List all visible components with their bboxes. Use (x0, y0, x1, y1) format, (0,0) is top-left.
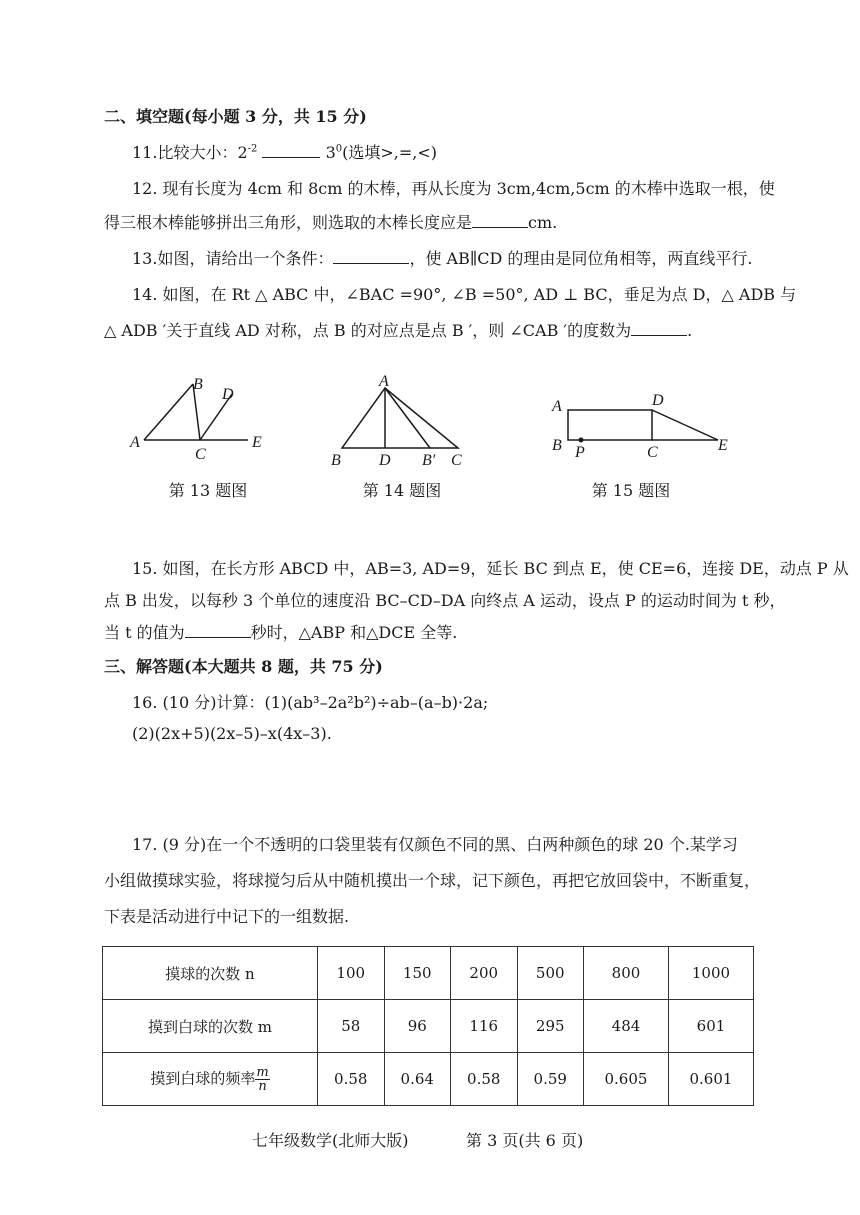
data-table (102, 946, 754, 1106)
table-row (103, 947, 754, 1000)
fig15-label-b: B (552, 437, 562, 454)
question-14-line-2: △ ADB ′关于直线 AD 对称，点 B 的对应点是点 B ′，则 ∠CAB ′的度数为 . (104, 321, 693, 340)
fig15-label-e: E (718, 437, 728, 454)
table-cell: 0.64 (384, 1053, 451, 1106)
table-cell: 100 (318, 947, 385, 1000)
answer-blank-13 (333, 249, 409, 264)
fig15-label-d: D (652, 392, 664, 409)
table-cell: 295 (517, 1000, 584, 1053)
question-17-line-1: 17. (9 分)在一个不透明的口袋里装有仅颜色不同的黑、白两种颜色的球 20 个.某学习 (132, 835, 738, 854)
question-15-line-2: 点 B 出发，以每秒 3 个单位的速度沿 BC–CD–DA 向终点 A 运动，设点 P 的运动时间为 t 秒， (104, 591, 786, 610)
table-cell: 484 (584, 1000, 669, 1053)
table-cell: 500 (517, 947, 584, 1000)
question-15-line-3: 当 t 的值为 秒时，△ABP 和△DCE 全等. (104, 623, 458, 642)
fig13-label-b: B (193, 376, 203, 393)
table-cell: 1000 (668, 947, 753, 1000)
fig14-triangle-abc (342, 388, 458, 448)
section-3-heading: 三、解答题(本大题共 8 题，共 75 分) (104, 657, 383, 676)
section-2-heading: 二、填空题(每小题 3 分，共 15 分) (104, 107, 367, 126)
footer-subject: 七年级数学(北师大版) (252, 1131, 409, 1150)
frequency-fraction: $\frac{m}{n}$ (256, 1064, 269, 1094)
figure-14 (342, 388, 458, 448)
question-17-line-2: 小组做摸球实验，将球搅匀后从中随机摸出一个球，记下颜色，再把它放回袋中，不断重复， (104, 871, 761, 890)
fig13-label-d: D (222, 386, 234, 403)
fig14-label-d: D (379, 452, 391, 469)
question-16-part-1: 16. (10 分)计算：(1)(ab³–2a²b²)÷ab–(a–b)·2a; (132, 693, 489, 712)
geometry-figures (120, 370, 740, 470)
question-17-line-3: 下表是活动进行中记下的一组数据. (104, 907, 350, 926)
fig15-rectangle-abcd (568, 410, 652, 440)
table-cell: 800 (584, 947, 669, 1000)
fig13-segment-ab (144, 384, 193, 440)
table-cell: 58 (318, 1000, 385, 1053)
fig13-label-e: E (252, 434, 262, 451)
answer-blank-12 (472, 213, 528, 228)
fig14-label-c: C (451, 452, 462, 469)
figure-14-caption: 第 14 题图 (362, 481, 442, 500)
table-header-cell: 摸到白球的频率 $\frac{m}{n}$ (103, 1053, 318, 1106)
fig15-label-a: A (552, 398, 562, 415)
table-cell: 0.58 (318, 1053, 385, 1106)
fig14-label-a: A (379, 373, 389, 390)
table-cell: 200 (451, 947, 518, 1000)
question-12-line-2: 得三根木棒能够拼出三角形，则选取的木棒长度应是 cm. (104, 213, 558, 232)
figure-15 (568, 410, 718, 440)
table-cell: 601 (668, 1000, 753, 1053)
table-row (103, 1000, 754, 1053)
question-15-line-1: 15. 如图，在长方形 ABCD 中，AB=3, AD=9，延长 BC 到点 E，使 CE=6，连接 DE，动点 P 从 (132, 559, 849, 578)
table-cell: 0.59 (517, 1053, 584, 1106)
fig13-label-a: A (130, 434, 140, 451)
table-cell: 0.605 (584, 1053, 669, 1106)
answer-blank-14 (631, 321, 687, 336)
table-cell: 0.601 (668, 1053, 753, 1106)
question-13: 13.如图，请给出一个条件： ，使 AB∥CD 的理由是同位角相等，两直线平行. (132, 249, 753, 268)
table-row (103, 1053, 754, 1106)
answer-blank-15 (185, 623, 251, 638)
table-cell: 0.58 (451, 1053, 518, 1106)
table-cell: 150 (384, 947, 451, 1000)
table-header-cell: 摸球的次数 n (103, 947, 318, 1000)
fig15-label-c: C (647, 444, 658, 461)
fig13-label-c: C (195, 446, 206, 463)
question-14-line-1: 14. 如图，在 Rt △ ABC 中，∠BAC =90°, ∠B =50°, AD ⊥ BC，垂足为点 D，△ ADB 与 (132, 285, 797, 304)
answer-blank-11 (262, 143, 320, 158)
fig14-label-b-prime: B′ (422, 452, 436, 469)
question-11: 11.比较大小：$2^{-2}$ $3^0$(选填>,=,<) (132, 143, 438, 162)
table-header-cell: 摸到白球的次数 m (103, 1000, 318, 1053)
footer-page-number: 第 3 页(共 6 页) (466, 1131, 584, 1150)
table-cell: 96 (384, 1000, 451, 1053)
figure-13-caption: 第 13 题图 (168, 481, 248, 500)
fig14-label-b: B (331, 452, 341, 469)
question-16-part-2: (2)(2x+5)(2x–5)–x(4x–3). (132, 724, 332, 743)
fig15-point-p (579, 438, 584, 443)
fig15-segment-de (652, 410, 718, 440)
fig15-label-p: P (575, 444, 585, 461)
table-cell: 116 (451, 1000, 518, 1053)
question-12-line-1: 12. 现有长度为 4cm 和 8cm 的木棒，再从长度为 3cm,4cm,5cm 的木棒中选取一根，使 (132, 179, 775, 198)
fig14-segment-ab-prime (385, 388, 430, 448)
figure-15-caption: 第 15 题图 (591, 481, 671, 500)
